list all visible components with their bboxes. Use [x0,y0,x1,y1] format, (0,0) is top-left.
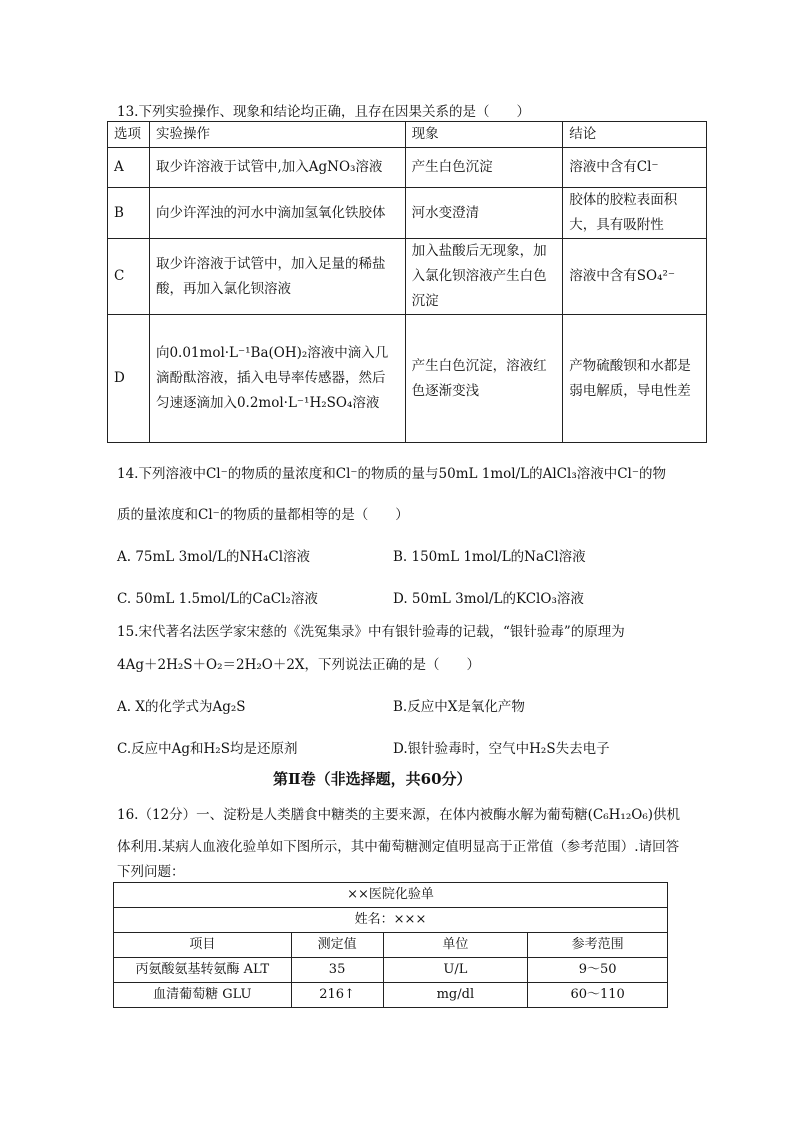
lab-header-row [114,933,668,958]
table-row [114,983,668,1008]
cell-operation: 向0.01mol·L⁻¹Ba(OH)₂溶液中滴入几滴酚酞溶液，插入电导率传感器，然后匀速逐滴加入0.2mol·L⁻¹H₂SO₄溶液 [149,315,405,443]
header-reference: 参考范围 [528,933,668,958]
cell-option: C [108,239,150,315]
q16-line2: 体利用.某病人血液化验单如下图所示，其中葡萄糖测定值明显高于正常值（参考范围）.请回答 [117,839,680,855]
lab-title: ××医院化验单 [114,883,668,908]
q14-option-d: D. 50mL 3mol/L的KClO₃溶液 [393,591,584,607]
table-header-row [108,122,707,148]
cell-conclusion: 产物硫酸钡和水都是弱电解质，导电性差 [563,315,707,443]
cell-phenomenon: 产生白色沉淀，溶液红色逐渐变浅 [405,315,563,443]
lab-name-row [114,908,668,933]
q14-stem-line2: 质的量浓度和Cl⁻的物质的量都相等的是（ ） [117,507,409,523]
q15-stem-line1: 15.宋代著名法医学家宋慈的《洗冤集录》中有银针验毒的记载，“银针验毒”的原理为 [117,624,625,640]
cell-item: 丙氨酸氨基转氨酶 ALT [114,958,292,983]
q15-option-c: C.反应中Ag和H₂S均是还原剂 [117,741,298,757]
section-title: 第Ⅱ卷（非选择题，共60分） [273,770,472,788]
lab-title-row [114,883,668,908]
cell-operation: 取少许溶液于试管中，加入足量的稀盐酸，再加入氯化钡溶液 [149,239,405,315]
lab-report-table [113,882,668,1008]
q13-stem: 13.下列实验操作、现象和结论均正确，且存在因果关系的是（ ） [117,104,530,120]
q16-line3: 下列问题： [117,864,185,880]
cell-phenomenon: 加入盐酸后无现象，加入氯化钡溶液产生白色沉淀 [405,239,563,315]
q15-option-d: D.银针验毒时，空气中H₂S失去电子 [393,741,610,757]
cell-conclusion: 胶体的胶粒表面积大，具有吸附性 [563,188,707,239]
cell-phenomenon: 产生白色沉淀 [405,148,563,188]
q14-stem-line1: 14.下列溶液中Cl⁻的物质的量浓度和Cl⁻的物质的量与50mL 1mol/L的AlCl₃溶液中Cl⁻的物 [117,466,666,482]
cell-operation: 取少许溶液于试管中,加入AgNO₃溶液 [149,148,405,188]
q15-option-b: B.反应中X是氧化产物 [393,699,525,715]
cell-option: B [108,188,150,239]
header-option: 选项 [108,122,150,148]
header-value: 测定值 [291,933,383,958]
cell-reference: 9～50 [528,958,668,983]
patient-name: 姓名：××× [114,908,668,933]
cell-conclusion: 溶液中含有Cl⁻ [563,148,707,188]
table-row [108,148,707,188]
cell-option: D [108,315,150,443]
q15-stem-line2: 4Ag＋2H₂S＋O₂＝2H₂O＋2X，下列说法正确的是（ ） [117,657,481,673]
q16-line1: 16.（12分）一、淀粉是人类膳食中糖类的主要来源，在体内被酶水解为葡萄糖(C₆H₁₂O₆)供机 [117,807,680,823]
table-row [108,188,707,239]
q14-option-c: C. 50mL 1.5mol/L的CaCl₂溶液 [117,591,318,607]
q13-table [107,121,707,443]
cell-unit: U/L [383,958,528,983]
table-row [108,315,707,443]
table-row [108,239,707,315]
cell-item: 血清葡萄糖 GLU [114,983,292,1008]
cell-value: 216↑ [291,983,383,1008]
cell-value: 35 [291,958,383,983]
header-item: 项目 [114,933,292,958]
q15-option-a: A. X的化学式为Ag₂S [117,699,246,715]
cell-option: A [108,148,150,188]
table-row [114,958,668,983]
header-conclusion: 结论 [563,122,707,148]
cell-operation: 向少许浑浊的河水中滴加氢氧化铁胶体 [149,188,405,239]
header-unit: 单位 [383,933,528,958]
cell-reference: 60～110 [528,983,668,1008]
q14-option-a: A. 75mL 3mol/L的NH₄Cl溶液 [117,549,311,565]
cell-conclusion: 溶液中含有SO₄²⁻ [563,239,707,315]
cell-phenomenon: 河水变澄清 [405,188,563,239]
cell-unit: mg/dl [383,983,528,1008]
header-operation: 实验操作 [149,122,405,148]
q14-option-b: B. 150mL 1mol/L的NaCl溶液 [393,549,586,565]
header-phenomenon: 现象 [405,122,563,148]
